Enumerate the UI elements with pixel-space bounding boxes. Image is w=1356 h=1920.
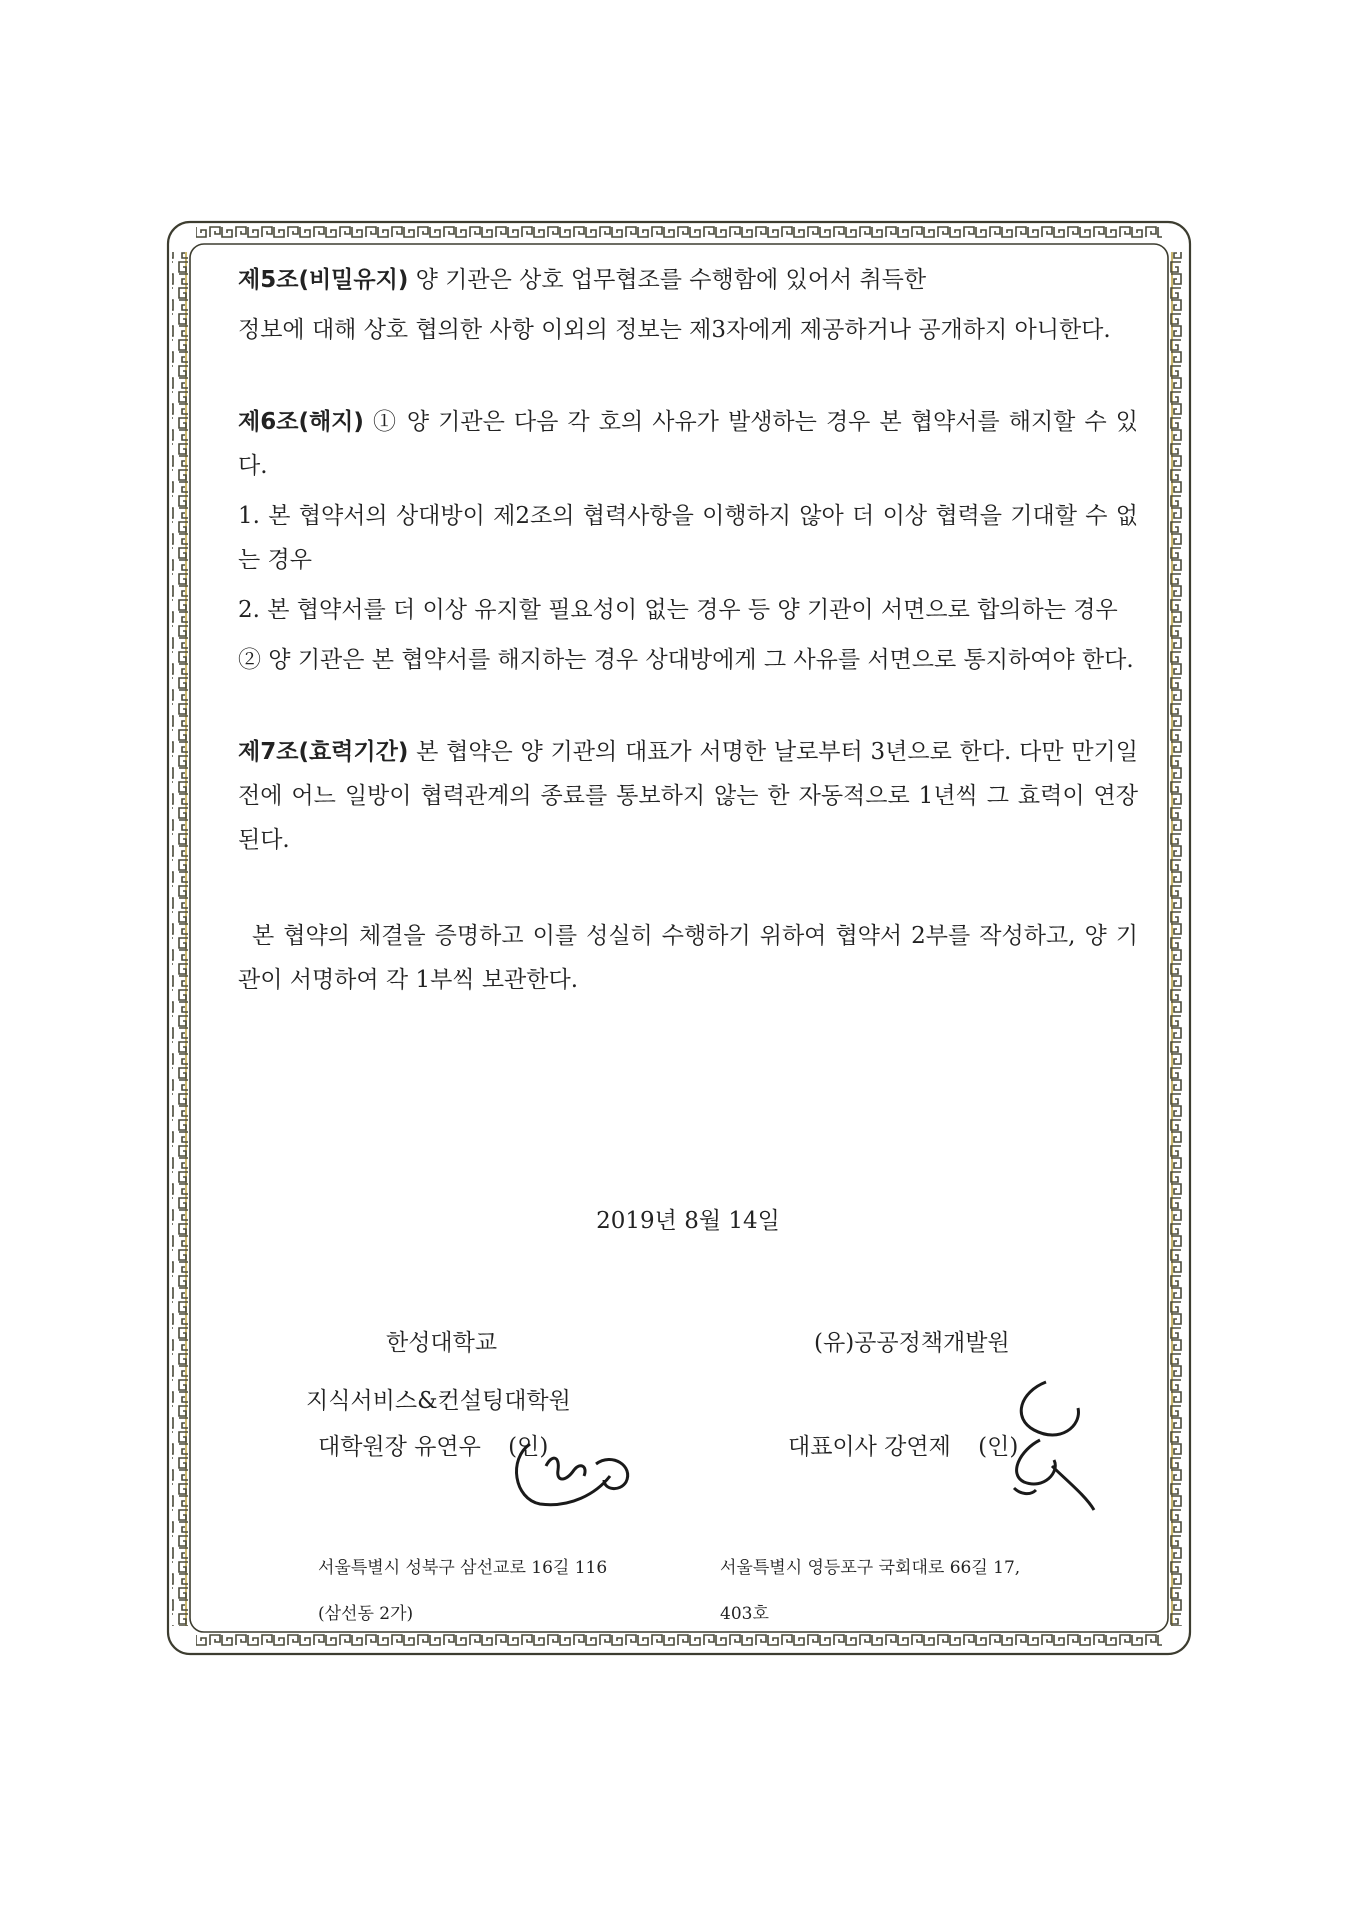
agreement-body: [238, 258, 1138, 1002]
article-6-item-2: 2. 본 협약서를 더 이상 유지할 필요성이 없는 경우 등 양 기관이 서면으로 합의하는 경우: [238, 597, 1118, 623]
right-party-stamp: (인): [978, 1434, 1019, 1460]
left-party-org-2: 지식서비스&컨설팅대학원: [306, 1388, 571, 1414]
article-7-heading: 제7조(효력기간): [238, 739, 409, 765]
right-party-signer-name: 대표이사 강연제: [788, 1434, 951, 1460]
left-party-stamp: (인): [508, 1434, 549, 1460]
left-party-org-1: 한성대학교: [386, 1330, 498, 1356]
article-5: [238, 258, 1138, 302]
right-party-signer: [788, 1428, 1018, 1461]
article-6-para-1-text: ① 양 기관은 다음 각 호의 사유가 발생하는 경우 본 협약서를 해지할 수 있다.: [238, 409, 1138, 479]
closing-statement: 본 협약의 체결을 증명하고 이를 성실히 수행하기 위하여 협약서 2부를 작성하고, 양 기관이 서명하여 각 1부씩 보관한다.: [238, 923, 1138, 993]
right-party-org-1: (유)공공정책개발원: [814, 1330, 1010, 1356]
article-6-heading: 제6조(해지): [238, 409, 364, 435]
left-party-address-2: (삼선동 2가): [318, 1604, 414, 1624]
left-party-signer-name: 대학원장 유연우: [318, 1434, 481, 1460]
left-signature: [500, 1404, 650, 1524]
right-party-address-1: 서울특별시 영등포구 국회대로 66길 17,: [720, 1558, 1021, 1578]
article-6-para-2: ② 양 기관은 본 협약서를 해지하는 경우 상대방에게 그 사유를 서면으로 통지하여야 한다.: [238, 647, 1134, 673]
article-6-para-1: [238, 400, 1138, 488]
article-5-text-2: 정보에 대해 상호 협의한 사항 이외의 정보는 제3자에게 제공하거나 공개하지 아니한다.: [238, 317, 1111, 343]
article-7: [238, 730, 1138, 862]
agreement-date: 2019년 8월 14일: [596, 1208, 780, 1234]
right-party-address-2: 403호: [720, 1604, 769, 1624]
article-7-text: 본 협약은 양 기관의 대표가 서명한 날로부터 3년으로 한다. 다만 만기일 전에 어느 일방이 협력관계의 종료를 통보하지 않는 한 자동적으로 1년씩 그 효력이 연장된다.: [238, 739, 1138, 853]
article-5-heading: 제5조(비밀유지): [238, 267, 409, 293]
left-party-address-1: 서울특별시 성북구 삼선교로 16길 116: [318, 1558, 608, 1578]
right-signature: [990, 1370, 1110, 1520]
article-6-item-1: 1. 본 협약서의 상대방이 제2조의 협력사항을 이행하지 않아 더 이상 협력을 기대할 수 없는 경우: [238, 503, 1138, 573]
article-5-text-1: 양 기관은 상호 업무협조를 수행함에 있어서 취득한: [408, 267, 927, 293]
